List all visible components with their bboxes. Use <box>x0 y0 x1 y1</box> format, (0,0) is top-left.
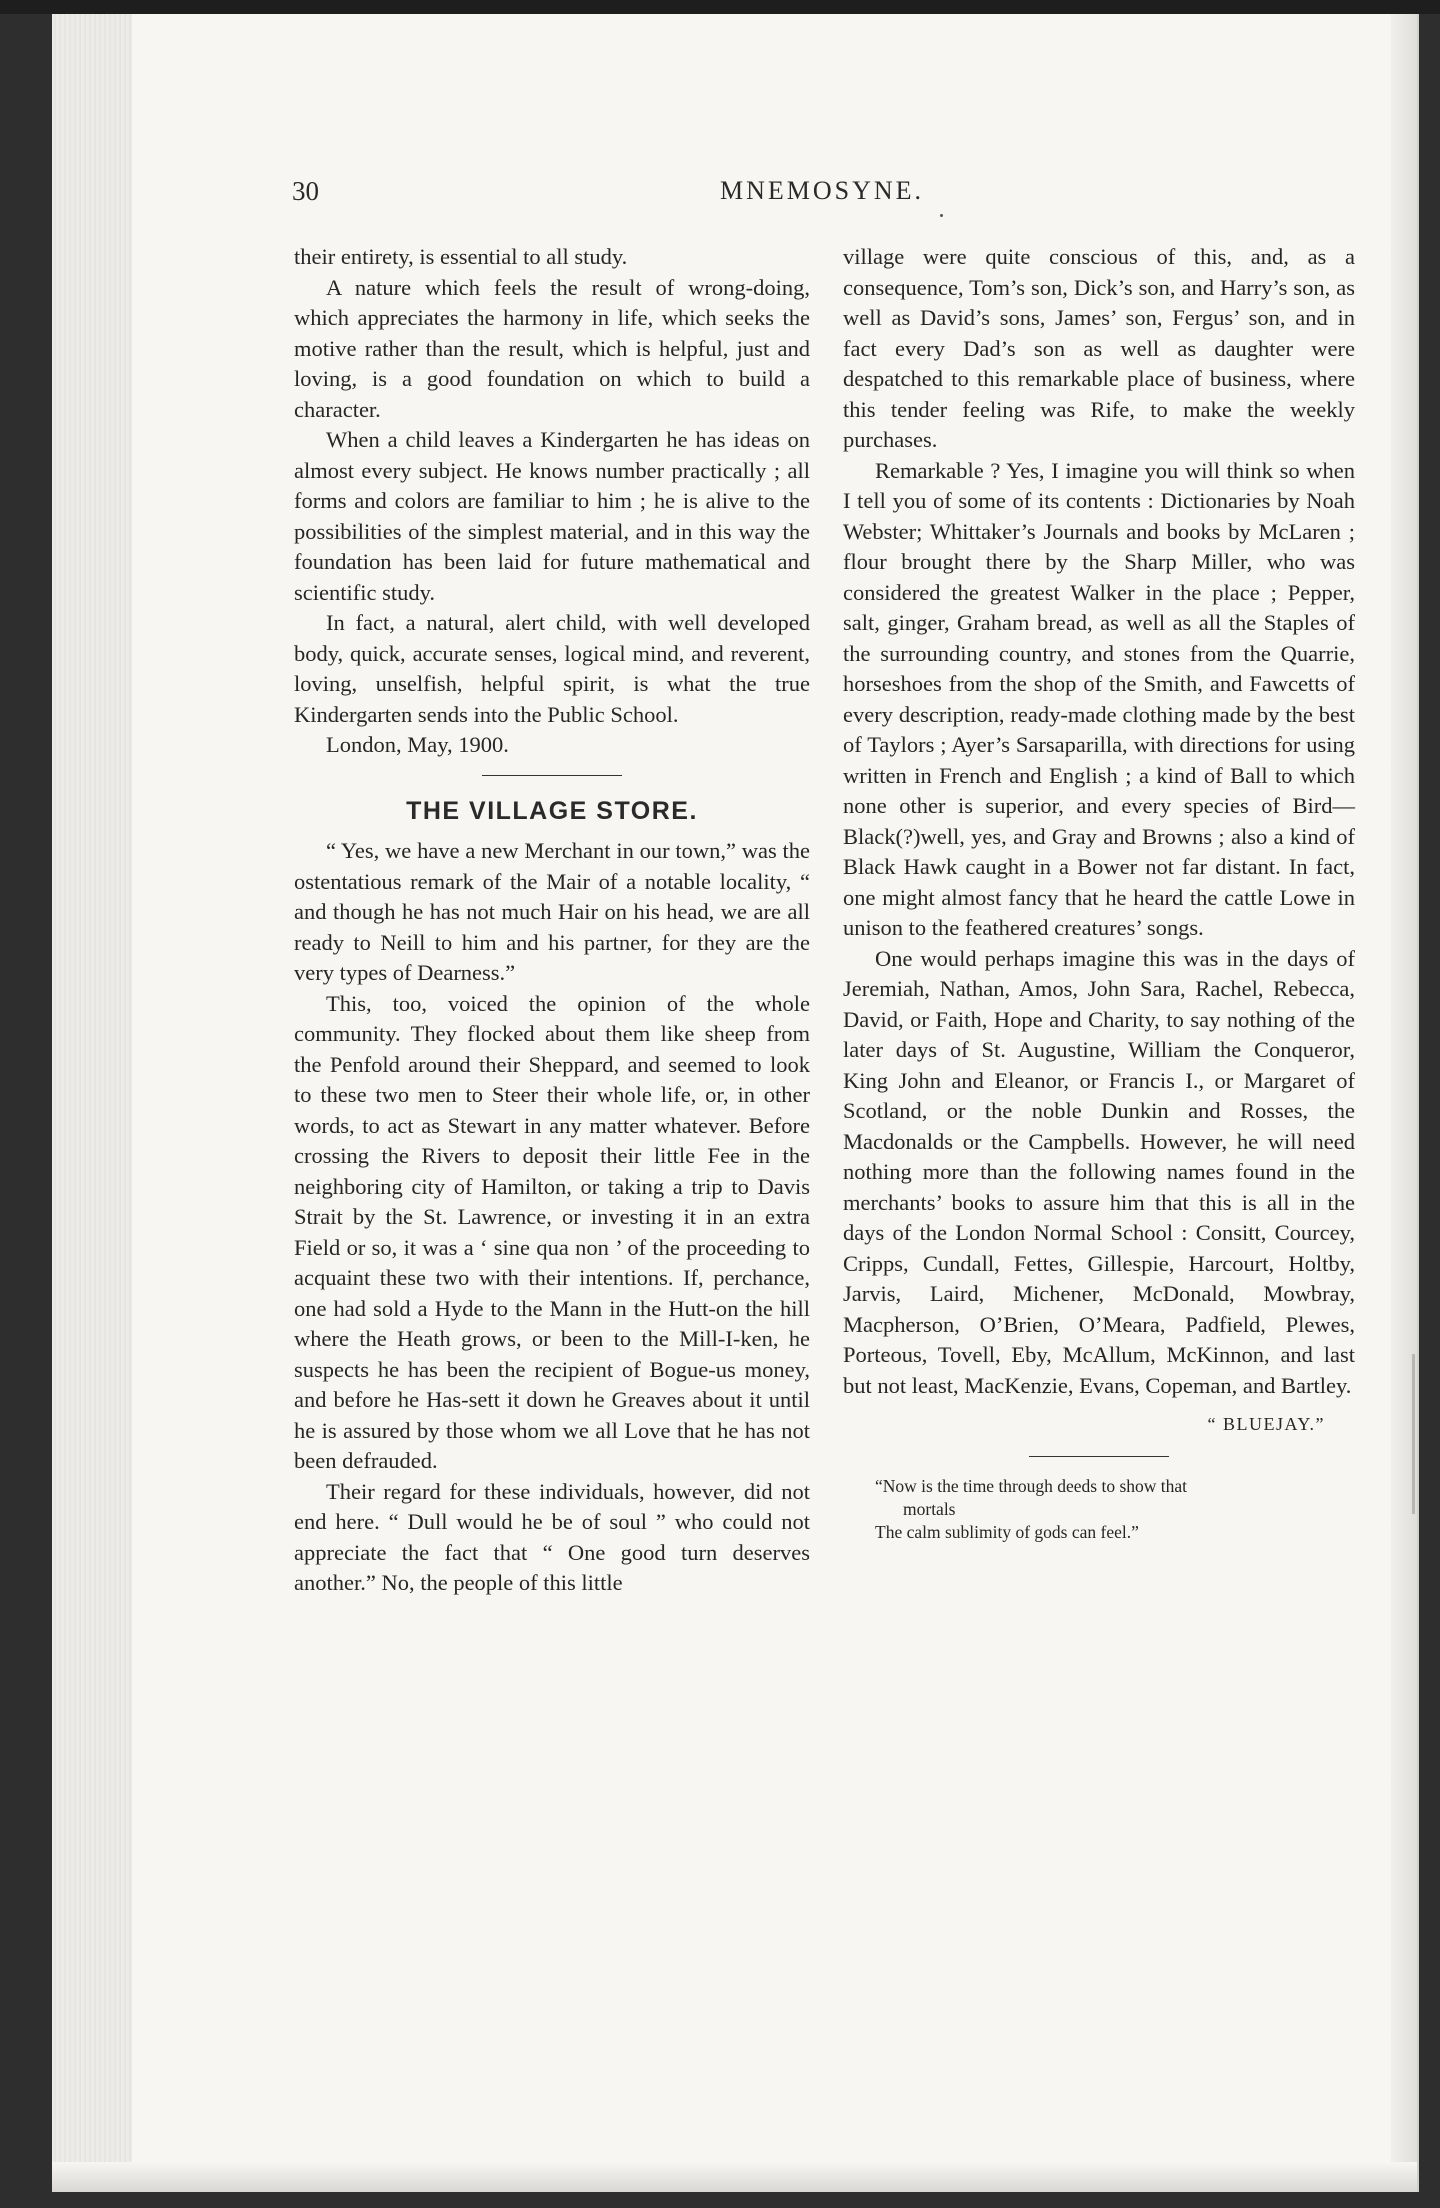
paragraph: Remarkable ? Yes, I imagine you will think so when I tell you of some of its contents : Dictionaries by Noah Webster; Whittaker’s Journals and books by McLaren ; flour brought there by the Sharp Miller, who was considered the greatest Walker in the place ; Pepper, salt, ginger, Graham bread, as well as all the Staples of the surrounding country, and stones from the Quarrie, horseshoes from the shop of the Smith, and Fawcetts of every description, ready-made clothing made by the best of Taylors ; Ayer’s Sarsaparilla, with directions for using written in French and English ; a kind of Ball to which none other is superior, and every species of Bird—Black(?)well, yes, and Gray and Browns ; also a kind of Black Hawk caught in a Bower not far distant. In fact, one might almost fancy that he heard the cattle Lowe in unison to the feathered creatures’ songs. <box>843 457 1355 940</box>
paragraph: their entirety, is essential to all study. <box>294 244 628 269</box>
article-heading: THE VILLAGE STORE. <box>406 796 698 825</box>
right-column <box>843 242 1355 1544</box>
section-divider <box>482 775 622 776</box>
epigraph-line: “Now is the time through deeds to show that <box>875 1475 1188 1496</box>
scan-top-border <box>0 0 1440 14</box>
dateline: London, May, 1900. <box>326 732 509 757</box>
page-right-edge <box>1391 14 1417 2192</box>
running-title: MNEMOSYNE. <box>719 176 925 205</box>
epigraph-line: mortals <box>903 1498 956 1519</box>
page-stack-edges <box>52 14 132 2192</box>
margin-mark <box>1412 1354 1415 1514</box>
ink-speck <box>940 214 943 217</box>
epigraph-line: The calm sublimity of gods can feel.” <box>875 1521 1139 1542</box>
paragraph: This, too, voiced the opinion of the whole community. They flocked about them like sheep from the Penfold around their Sheppard, and seemed to look to these two men to Steer their whole life, or, in other words, to act as Stewart in any matter whatever. Before crossing the Rivers to deposit their little Fee in the neighboring city of Hamilton, or taking a trip to Davis Strait by the St. Lawrence, or investing it in an extra Field or so, it was a ‘ sine qua non ’ of the proceeding to acquaint these two with their intentions. If, perchance, one had sold a Hyde to the Mann in the Hutt-on the hill where the Heath grows, or been to the Mill-I-ken, he suspects he has been the recipient of Bogue-us money, and before he Has-sett it down he Greaves about it until he is assured by those whom we all Love that he has not been defrauded. <box>294 990 810 1473</box>
paragraph: When a child leaves a Kindergarten he has ideas on almost every subject. He knows number practically ; all forms and colors are familiar to him ; he is alive to the possibilities of the simplest material, and in this way the foundation has been laid for future mathematical and scientific study. <box>294 427 810 605</box>
page-number: 30 <box>292 176 319 206</box>
paragraph: “ Yes, we have a new Merchant in our town,” was the ostentatious remark of the Mair of a notable locality, “ and though he has not much Hair on his head, we are all ready to Neill to him and his partner, for they are the very types of Dearness.” <box>294 838 810 985</box>
paragraph: One would perhaps imagine this was in the days of Jeremiah, Nathan, Amos, John Sara, Rachel, Rebecca, David, or Faith, Hope and Charity, to say nothing of the later days of St. Augustine, William the Conqueror, King John and Eleanor, or Francis I., or Margaret of Scotland, or the noble Dunkin and Rosses, the Macdonalds or the Campbells. However, he will need nothing more than the following names found in the merchants’ books to assure him that this is all in the days of the London Normal School : Consitt, Courcey, Cripps, Cundall, Fettes, Gillespie, Harcourt, Holtby, Jarvis, Laird, Michener, McDonald, Mowbray, Macpherson, O’Brien, O’Meara, Padfield, Plewes, Porteous, Tovell, Eby, McAllum, McKinnon, and last but not least, MacKenzie, Evans, Copeman, and Bartley. <box>843 945 1355 1398</box>
section-divider <box>1029 1456 1169 1457</box>
left-column <box>294 242 810 1599</box>
paragraph: In fact, a natural, alert child, with well developed body, quick, accurate senses, logical mind, and reverent, loving, unselfish, helpful spirit, is what the true Kindergarten sends into the Public School. <box>294 610 810 727</box>
page-bottom-shadow <box>52 2162 1417 2192</box>
running-header <box>292 176 1352 216</box>
paragraph: A nature which feels the result of wrong-doing, which appreciates the harmony in life, which seeks the motive rather than the result, which is helpful, just and loving, is a good foundation on which to build a character. <box>294 274 810 422</box>
paragraph: Their regard for these individuals, however, did not end here. “ Dull would he be of soul ” who could not appreciate the fact that “ One good turn deserves another.” No, the people of this little <box>294 1478 810 1595</box>
author-signature: “ BLUEJAY.” <box>1207 1414 1325 1434</box>
paragraph: village were quite conscious of this, and, as a consequence, Tom’s son, Dick’s son, and Harry’s son, as well as David’s sons, James’ son, Fergus’ son, and in fact every Dad’s son as well as daughter were despatched to this remarkable place of business, where this tender feeling was Rife, to make the weekly purchases. <box>843 244 1355 452</box>
